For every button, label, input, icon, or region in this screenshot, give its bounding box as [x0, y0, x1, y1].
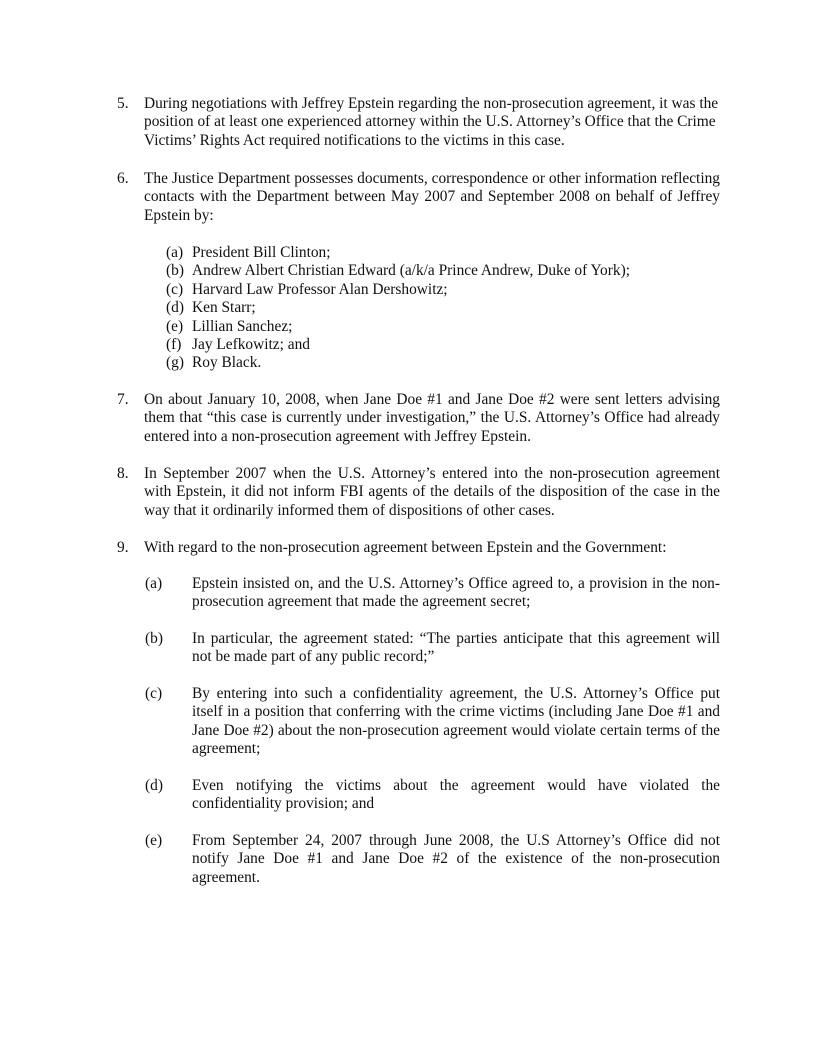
list-item-text: Jay Lefkowitz; and	[192, 336, 310, 354]
list-item	[166, 281, 726, 299]
subparagraph-label: (d)	[145, 777, 163, 794]
list-item-text: Harvard Law Professor Alan Dershowitz;	[192, 280, 448, 298]
paragraph-text: During negotiations with Jeffrey Epstein regarding the non-prosecution agreement, it was the position of at least one experienced attorney within the U.S. Attorney’s Office that the Crime Victims’ Rights Act required notifications to the victims in this case.	[144, 95, 719, 149]
contacts-list	[166, 244, 726, 373]
list-item	[166, 262, 726, 280]
subparagraph-text: From September 24, 2007 through June 2008, the U.S Attorney’s Office did not notify Jane Doe #1 and Jane Doe #2 of the existence of the non-prosecution agreement.	[192, 832, 720, 886]
paragraph-text: On about January 10, 2008, when Jane Doe #1 and Jane Doe #2 were sent letters advising them that “this case is currently under investigation,” the U.S. Attorney’s Office had already entered into a non-prosecution agreement with Jeffrey Epstein.	[144, 391, 720, 445]
paragraph-number: 7.	[117, 391, 129, 408]
paragraph-number: 9.	[117, 539, 129, 556]
list-item-label: (b)	[166, 262, 184, 280]
subparagraph-text: Even notifying the victims about the agreement would have violated the confidentiality provision; and	[192, 777, 720, 813]
list-item-text: Andrew Albert Christian Edward (a/k/a Prince Andrew, Duke of York);	[192, 262, 630, 280]
list-item-label: (g)	[166, 354, 184, 372]
subparagraph-label: (c)	[145, 685, 163, 702]
list-item	[166, 299, 726, 317]
list-item-label: (f)	[166, 336, 182, 354]
subparagraph-text: By entering into such a confidentiality agreement, the U.S. Attorney’s Office put itself in a position that conferring with the crime victims (including Jane Doe #1 and Jane Doe #2) about the non-prosecution agreement would violate certain terms of the agreement;	[192, 685, 720, 758]
subparagraph-text: In particular, the agreement stated: “The parties anticipate that this agreement will not be made part of any public record;”	[192, 630, 720, 666]
list-item-text: Ken Starr;	[192, 299, 256, 317]
paragraph-number: 8.	[117, 465, 129, 482]
list-item-label: (e)	[166, 317, 184, 335]
paragraph-8	[117, 465, 720, 520]
paragraph-number: 5.	[117, 95, 129, 112]
paragraph-7	[117, 391, 720, 446]
list-item-text: President Bill Clinton;	[192, 244, 331, 261]
list-item	[166, 318, 726, 336]
paragraph-6	[117, 170, 720, 225]
subparagraph-d	[145, 777, 720, 814]
subparagraph-e	[145, 832, 720, 887]
subparagraph-text: Epstein insisted on, and the U.S. Attorney’s Office agreed to, a provision in the non-prosecution agreement that made the agreement secret;	[192, 575, 720, 611]
list-item	[166, 244, 726, 262]
list-item-text: Roy Black.	[192, 354, 262, 372]
list-item-label: (a)	[166, 244, 184, 261]
subparagraph-label: (e)	[145, 832, 163, 849]
list-item	[166, 336, 726, 354]
subparagraph-b	[145, 630, 720, 667]
list-item-label: (c)	[166, 280, 184, 298]
subparagraph-label: (b)	[145, 630, 163, 647]
paragraph-number: 6.	[117, 170, 129, 187]
paragraph-5	[117, 95, 720, 150]
subparagraph-c	[145, 685, 720, 759]
list-item	[166, 354, 726, 372]
subparagraph-label: (a)	[145, 575, 163, 592]
subparagraph-a	[145, 575, 720, 612]
paragraph-text: In September 2007 when the U.S. Attorney’s entered into the non-prosecution agreement with Epstein, it did not inform FBI agents of the details of the disposition of the case in the way that it ordinarily informed them of dispositions of other cases.	[144, 465, 720, 519]
paragraph-text: The Justice Department possesses documents, correspondence or other information reflecting contacts with the Department between May 2007 and September 2008 on behalf of Jeffrey Epstein by:	[144, 170, 720, 224]
list-item-label: (d)	[166, 299, 184, 317]
list-item-text: Lillian Sanchez;	[192, 317, 293, 335]
paragraph-text: With regard to the non-prosecution agreement between Epstein and the Government:	[144, 539, 667, 556]
paragraph-9	[117, 539, 720, 557]
